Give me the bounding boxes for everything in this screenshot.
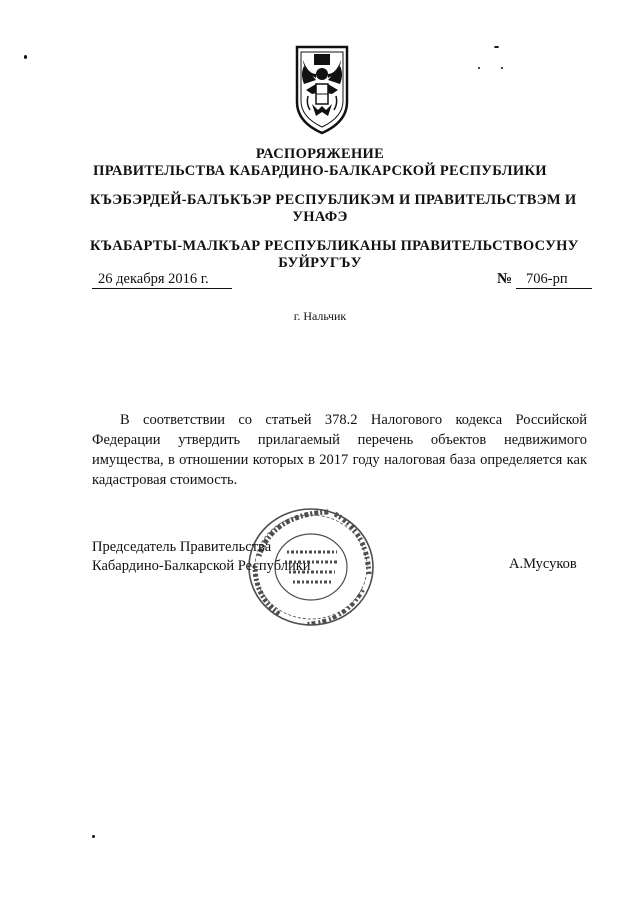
document-date: 26 декабря 2016 г. xyxy=(92,271,232,289)
signatory-title-line: Председатель Правительства xyxy=(92,539,272,555)
coat-of-arms-icon xyxy=(294,44,350,136)
official-seal-icon xyxy=(245,504,377,630)
document-city: г. Нальчик xyxy=(293,309,347,323)
document-title-kabardian xyxy=(90,192,577,226)
signatory-name: А.Мусуков xyxy=(509,556,577,572)
scan-speck xyxy=(494,46,499,48)
scan-speck xyxy=(92,835,95,838)
scan-speck xyxy=(24,55,27,59)
title-line: ПРАВИТЕЛЬСТВА КАБАРДИНО-БАЛКАРСКОЙ РЕСПУБЛИКИ xyxy=(93,163,547,179)
number-sign: № xyxy=(497,271,513,287)
title-line: РАСПОРЯЖЕНИЕ xyxy=(255,146,385,162)
title-line: КЪЭБЭРДЕЙ-БАЛЪКЪЭР РЕСПУБЛИКЭМ И ПРАВИТЕЛЬСТВЭМ И xyxy=(90,192,577,208)
document-title xyxy=(90,146,550,180)
document-number: 706-рп xyxy=(516,271,592,289)
document-title-balkar xyxy=(90,238,579,272)
signatory-title-line: Кабардино-Балкарской Республики xyxy=(92,558,311,574)
document-body xyxy=(92,410,587,490)
title-line: БУЙРУГЪУ xyxy=(278,255,362,271)
title-line: КЪАБАРТЫ-МАЛКЪАР РЕСПУБЛИКАНЫ ПРАВИТЕЛЬСТВОСУНУ xyxy=(90,238,579,254)
scan-speck xyxy=(501,67,503,69)
title-line: УНАФЭ xyxy=(292,209,348,225)
body-paragraph: В соответствии со статьей 378.2 Налогового кодекса Российской Федерации утвердить прилагаемый перечень объектов недвижимого имущества, в отношении которых в 2017 году налоговая база определяется как кадастровая стоимость. xyxy=(92,412,587,488)
scan-speck xyxy=(478,67,480,69)
